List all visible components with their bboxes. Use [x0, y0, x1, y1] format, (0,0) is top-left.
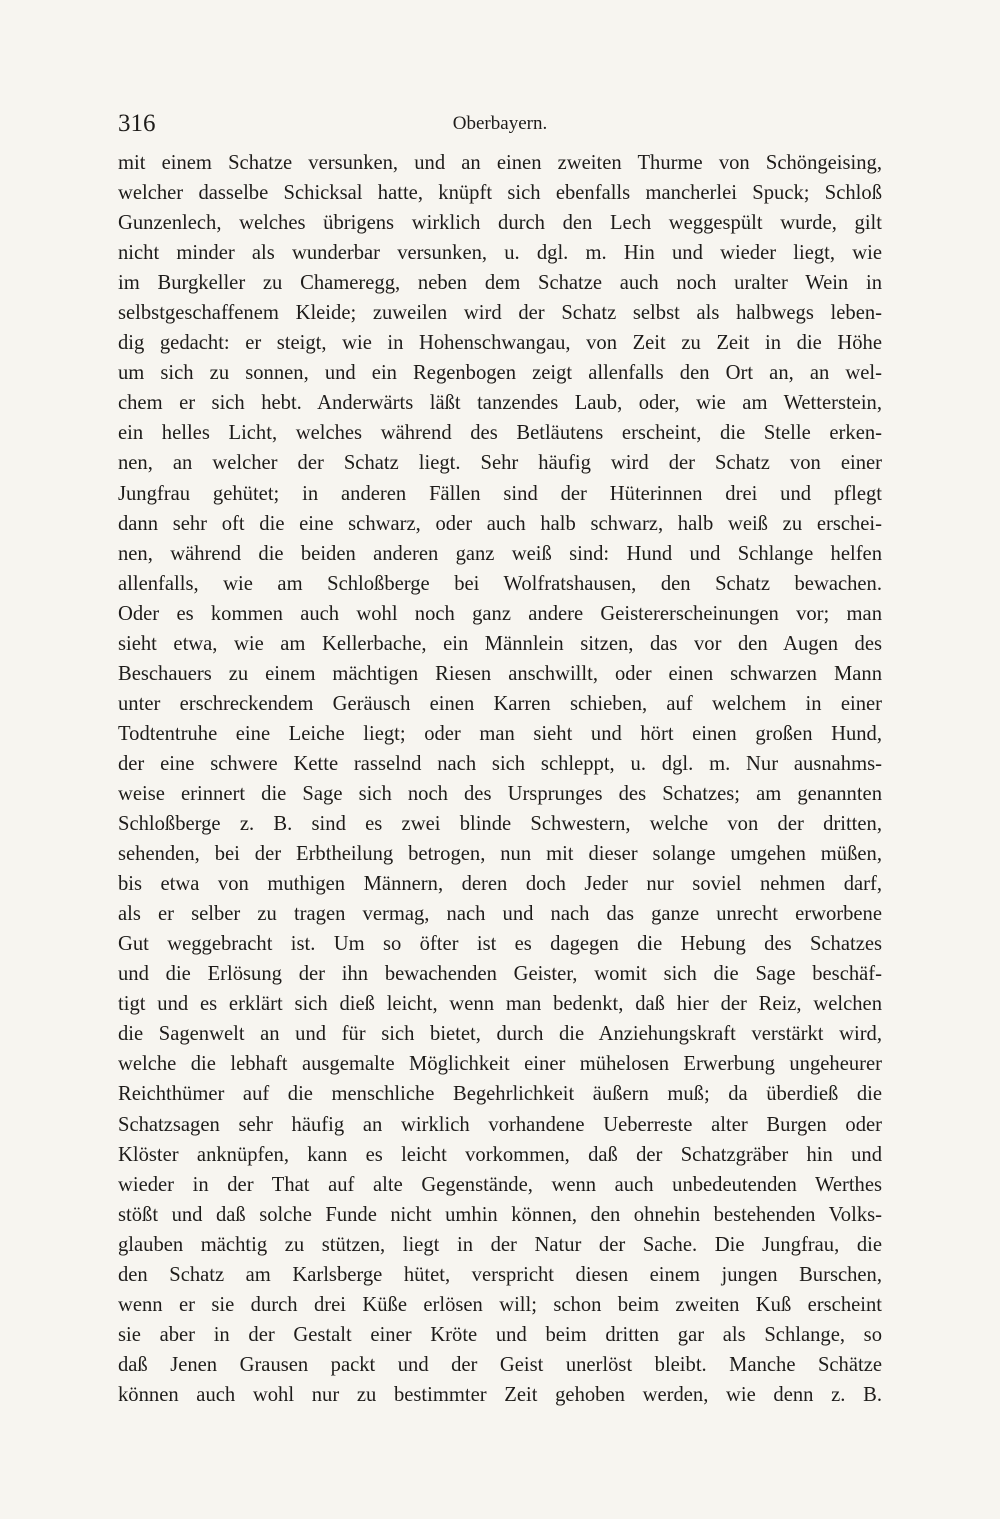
text-line: Jungfrau gehütet; in anderen Fällen sind der Hüterinnen drei und pflegt	[118, 482, 882, 505]
text-line: im Burgkeller zu Chameregg, neben dem Schatze auch noch uralter Wein in	[118, 272, 882, 295]
text-line: tigt und es erklärt sich dieß leicht, wenn man bedenkt, daß hier der Reiz, welchen	[118, 993, 882, 1016]
text-line: Klöster anknüpfen, kann es leicht vorkommen, daß der Schatzgräber hin und	[118, 1143, 882, 1166]
text-line: um sich zu sonnen, und ein Regenbogen zeigt allenfalls den Ort an, an wel-	[118, 362, 882, 385]
text-line: chem er sich hebt. Anderwärts läßt tanzendes Laub, oder, wie am Wetterstein,	[118, 392, 882, 415]
text-line: weise erinnert die Sage sich noch des Ursprunges des Schatzes; am genannten	[118, 782, 882, 805]
text-line: wenn er sie durch drei Küße erlösen will; schon beim zweiten Kuß erscheint	[118, 1293, 882, 1316]
text-line: Gut weggebracht ist. Um so öfter ist es dagegen die Hebung des Schatzes	[118, 933, 882, 956]
text-line: Reichthümer auf die menschliche Begehrlichkeit äußern muß; da überdieß die	[118, 1083, 882, 1106]
text-line: Beschauers zu einem mächtigen Riesen anschwillt, oder einen schwarzen Mann	[118, 662, 882, 685]
text-line: sehenden, bei der Erbtheilung betrogen, nun mit dieser solange umgehen müßen,	[118, 843, 882, 866]
page-number: 316	[118, 110, 156, 137]
text-line: Gunzenlech, welches übrigens wirklich durch den Lech weggespült wurde, gilt	[118, 212, 882, 235]
text-line: wieder in der That auf alte Gegenstände, wenn auch unbedeutenden Werthes	[118, 1173, 882, 1196]
text-line: die Sagenwelt an und für sich bietet, durch die Anziehungskraft verstärkt wird,	[118, 1023, 882, 1046]
body-text	[118, 148, 882, 1410]
text-line: unter erschreckendem Geräusch einen Karren schieben, auf welchem in einer	[118, 692, 882, 715]
text-line: nen, während die beiden anderen ganz weiß sind: Hund und Schlange helfen	[118, 542, 882, 565]
text-line: nicht minder als wunderbar versunken, u. dgl. m. Hin und wieder liegt, wie	[118, 242, 882, 265]
text-line: Schloßberge z. B. sind es zwei blinde Schwestern, welche von der dritten,	[118, 813, 882, 836]
text-line: selbstgeschaffenem Kleide; zuweilen wird der Schatz selbst als halbwegs leben-	[118, 302, 882, 325]
text-line: Todtentruhe eine Leiche liegt; oder man sieht und hört einen großen Hund,	[118, 722, 882, 745]
text-line: und die Erlösung der ihn bewachenden Geister, womit sich die Sage beschäf-	[118, 963, 882, 986]
text-line: als er selber zu tragen vermag, nach und nach das ganze unrecht erworbene	[118, 903, 882, 926]
text-line: Oder es kommen auch wohl noch ganz andere Geistererscheinungen vor; man	[118, 602, 882, 625]
text-line: dann sehr oft die eine schwarz, oder auch halb schwarz, halb weiß zu erschei-	[118, 512, 882, 535]
text-line: glauben mächtig zu stützen, liegt in der Natur der Sache. Die Jungfrau, die	[118, 1233, 882, 1256]
text-line: stößt und daß solche Funde nicht umhin können, den ohnehin bestehenden Volks-	[118, 1203, 882, 1226]
text-line: ein helles Licht, welches während des Betläutens erscheint, die Stelle erken-	[118, 422, 882, 445]
running-head: Oberbayern.	[452, 113, 548, 134]
text-line: welche die lebhaft ausgemalte Möglichkeit einer mühelosen Erwerbung ungeheurer	[118, 1053, 882, 1076]
text-line: allenfalls, wie am Schloßberge bei Wolfratshausen, den Schatz bewachen.	[118, 572, 882, 595]
text-line: der eine schwere Kette rasselnd nach sich schleppt, u. dgl. m. Nur ausnahms-	[118, 752, 882, 775]
text-line: Schatzsagen sehr häufig an wirklich vorhandene Ueberreste alter Burgen oder	[118, 1113, 882, 1136]
text-line: bis etwa von muthigen Männern, deren doch Jeder nur soviel nehmen darf,	[118, 873, 882, 896]
text-line: mit einem Schatze versunken, und an einen zweiten Thurme von Schöngeising,	[118, 152, 882, 174]
text-line: daß Jenen Grausen packt und der Geist unerlöst bleibt. Manche Schätze	[118, 1353, 882, 1376]
text-line: den Schatz am Karlsberge hütet, verspricht diesen einem jungen Burschen,	[118, 1263, 882, 1286]
page-header	[118, 106, 882, 142]
text-line: welcher dasselbe Schicksal hatte, knüpft sich ebenfalls mancherlei Spuck; Schloß	[118, 182, 882, 205]
text-line: sieht etwa, wie am Kellerbache, ein Männlein sitzen, das vor den Augen des	[118, 632, 882, 655]
text-line: sie aber in der Gestalt einer Kröte und beim dritten gar als Schlange, so	[118, 1323, 882, 1346]
text-line: nen, an welcher der Schatz liegt. Sehr häufig wird der Schatz von einer	[118, 452, 882, 475]
text-line: können auch wohl nur zu bestimmter Zeit gehoben werden, wie denn z. B.	[118, 1383, 882, 1406]
text-line: dig gedacht: er steigt, wie in Hohenschwangau, von Zeit zu Zeit in die Höhe	[118, 332, 882, 355]
